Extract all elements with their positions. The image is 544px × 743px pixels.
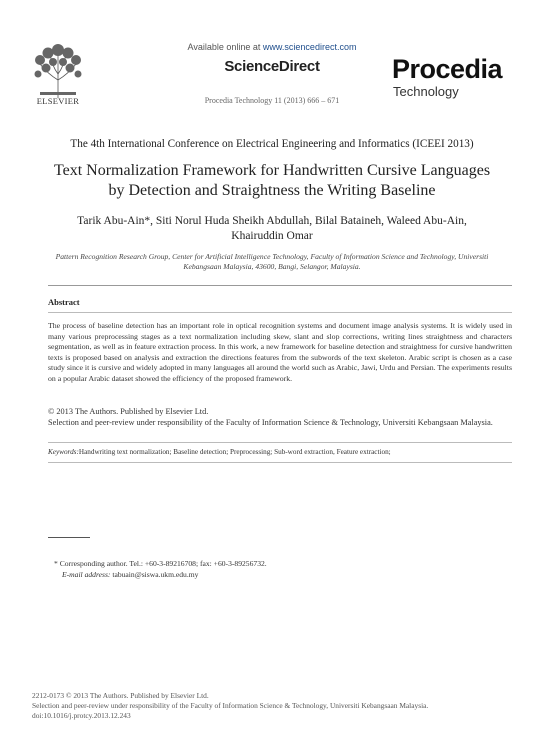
abstract-heading: Abstract (48, 297, 80, 307)
footnote-divider (48, 537, 90, 538)
copyright-line-1: © 2013 The Authors. Published by Elsevier Ltd. (48, 407, 209, 416)
copyright-notice (48, 406, 512, 428)
conference-name: The 4th International Conference on Electrical Engineering and Informatics (ICEEI 2013) (70, 138, 474, 150)
paper-title-line-1: Text Normalization Framework for Handwritten Cursive Languages (53, 162, 491, 179)
sciencedirect-link[interactable]: www.sciencedirect.com (262, 42, 357, 52)
email-address[interactable]: tabuain@siswa.ukm.edu.my (112, 570, 199, 579)
procedia-wordmark: Procedia (392, 54, 503, 84)
affiliation-line-1: Pattern Recognition Research Group, Center for Artificial Intelligence Technology, Faculty of Information Science and Technology, Universiti (55, 252, 489, 261)
affiliation (30, 252, 514, 272)
affiliation-line-2: Kebangsaan Malaysia, 43600, Bangi, Selangor, Malaysia. (183, 262, 361, 271)
paper-title-line-2: by Detection and Straightness the Writing Baseline (108, 182, 436, 199)
divider (48, 312, 512, 313)
divider (48, 442, 512, 443)
abstract-body: The process of baseline detection has an important role in optical recognition systems and document image analysis systems. It is widely used in many various preprocessing stages as a text normalization including skew, slant and slop corrections, writing lines straightness and characters segmentation, as well as in feature extraction process. In this work, a new framework for baseline detection and straightness for cursive handwritten texts is proposed based on analysis and extraction the directions features from the subwords of the text skeleton. Arabic script is chosen as a case study since it is cursive and widely adopted in many languages all around the world such as Arabic, Jawi, Urdu and Persian. The experiments results on a popular Arabic dataset showed the efficiency of the proposed framework. (48, 321, 512, 383)
procedia-subtitle: Technology (393, 84, 459, 99)
footer-issn-line: 2212-0173 © 2013 The Authors. Published by Elsevier Ltd. (32, 691, 209, 700)
author-line-1: Tarik Abu-Ain*, Siti Norul Huda Sheikh Abdullah, Bilal Bataineh, Waleed Abu-Ain, (77, 215, 467, 227)
page-footer (32, 691, 512, 721)
footer-review-line: Selection and peer-review under responsibility of the Faculty of Information Science & Technology, Universiti Kebangsaan Malaysia. (32, 701, 429, 710)
divider (48, 462, 512, 463)
keywords-line (48, 447, 512, 457)
divider (48, 285, 512, 286)
author-list (30, 214, 514, 244)
keywords-label: Keywords: (48, 448, 79, 456)
author-line-2: Khairuddin Omar (231, 230, 313, 242)
corresponding-author-note: * Corresponding author. Tel.: +60-3-89216708; fax: +60-3-89256732. (54, 559, 267, 568)
availability-prefix: Available online at (187, 42, 263, 52)
email-label: E-mail address: (62, 570, 111, 579)
sciencedirect-title: ScienceDirect (224, 58, 320, 75)
elsevier-wordmark: ELSEVIER (36, 96, 80, 106)
copyright-line-2: Selection and peer-review under responsibility of the Faculty of Information Science & Technology, Universiti Kebangsaan Malaysia. (48, 418, 493, 427)
email-note (62, 570, 198, 579)
keywords-list: Handwriting text normalization; Baseline detection; Preprocessing; Sub-word extraction, Feature extraction; (78, 448, 391, 456)
journal-reference: Procedia Technology 11 (2013) 666 – 671 (204, 96, 340, 105)
paper-title (30, 161, 514, 201)
footer-doi-line[interactable]: doi:10.1016/j.protcy.2013.12.243 (32, 711, 131, 720)
